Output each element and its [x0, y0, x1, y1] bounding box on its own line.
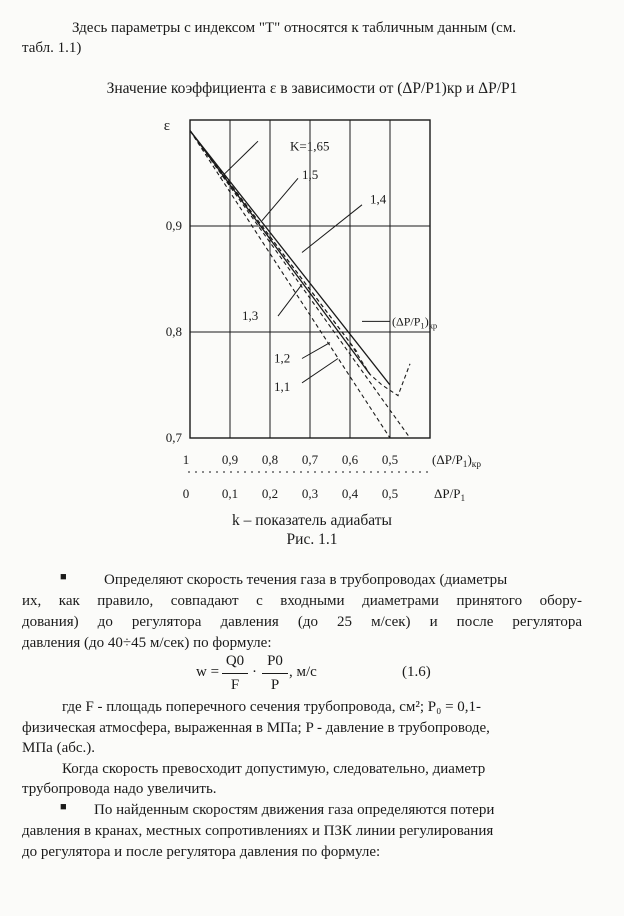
- bullet1-line-3: дования) до регулятора давления (до 25 м/сек) и после регулятора: [22, 614, 582, 630]
- y-tick-label: 0,9: [165, 218, 182, 233]
- bullet2-line-2: давления в кранах, местных сопротивлениях и ПЗК линии регулирования: [22, 823, 494, 839]
- where-line-3: МПа (абс.).: [22, 740, 96, 756]
- bullet1-line-2: их, как правило, совпадают с входными диаметрами принятого обору-: [22, 593, 582, 609]
- leader-line: [302, 359, 338, 383]
- x-tick-label-lower: 0: [182, 486, 190, 501]
- curve-label: K=1,65: [290, 138, 330, 154]
- curve-label: 1,5: [302, 167, 319, 183]
- x-tick-label-upper: 0,9: [221, 452, 239, 467]
- curve-label: 1,3: [242, 308, 259, 324]
- x-tick-label-upper: 0,6: [341, 452, 359, 467]
- formula-number: (1.6): [402, 664, 431, 680]
- bullet1-line-4: давления (до 40÷45 м/сек) по формуле:: [22, 635, 272, 651]
- y-tick-label: 0,7: [165, 430, 182, 445]
- formula-denominator-f: F: [230, 677, 240, 693]
- y-tick-label: 0,8: [165, 324, 182, 339]
- intro-line-2: табл. 1.1): [22, 40, 82, 56]
- formula-dot: ·: [252, 664, 257, 680]
- formula-lhs: w =: [196, 664, 220, 680]
- x-tick-label-upper: 1: [182, 452, 190, 467]
- bullet2-line-1: По найденным скоростям движения газа определяются потери: [94, 802, 495, 818]
- x-axis-label-upper: $(\Delta P/P_1)_{кр}$: [432, 452, 481, 470]
- series-line: [190, 131, 410, 438]
- where-line-1: где F - площадь поперечного сечения трубопровода, см²; P₀ = 0,1-: [62, 699, 482, 715]
- leader-line: [302, 205, 362, 253]
- where-line-2: физическая атмосфера, выраженная в МПа; P - давление в трубопроводе,: [22, 720, 490, 736]
- leader-line: [302, 343, 330, 359]
- fraction-bar: [222, 673, 248, 674]
- x-tick-label-lower: 0,4: [341, 486, 359, 501]
- when-line-1: Когда скорость превосходит допустимую, следовательно, диаметр: [62, 761, 486, 777]
- x-tick-label-upper: 0,5: [381, 452, 399, 467]
- x-tick-label-upper: 0,7: [301, 452, 319, 467]
- leader-line: [262, 178, 298, 220]
- chart: [140, 108, 500, 508]
- x-tick-label-lower: 0,2: [261, 486, 279, 501]
- y-axis-label: ε: [163, 118, 170, 134]
- formula-unit: , м/с: [289, 664, 317, 680]
- x-axis-label-lower: $\Delta P/P_1$: [434, 486, 466, 504]
- when-line-2: трубопровода надо увеличить.: [22, 781, 217, 797]
- x-tick-label-upper: 0,8: [261, 452, 279, 467]
- x-tick-label-lower: 0,3: [301, 486, 319, 501]
- series-line: [350, 343, 410, 396]
- formula-numerator-q0: Q0: [225, 653, 245, 669]
- series-line: [190, 131, 390, 385]
- leader-line: [220, 141, 258, 178]
- leader-line: [278, 284, 302, 316]
- fraction-bar: [262, 673, 288, 674]
- figure-title: Значение коэффициента ε в зависимости от (ΔP/P1)кр и ΔP/P1: [106, 80, 518, 97]
- curve-label: 1,1: [274, 379, 291, 395]
- curve-label: 1,2: [274, 350, 291, 366]
- caption-adiabatic-index: k – показатель адиабаты: [232, 512, 392, 529]
- formula-numerator-p0: P0: [267, 653, 283, 669]
- x-tick-label-lower: 0,5: [381, 486, 399, 501]
- curve-label: 1,4: [370, 191, 387, 207]
- bullet2-line-3: до регулятора и после регулятора давления по формуле:: [22, 844, 381, 860]
- bullet-marker: ■: [60, 571, 67, 583]
- x-tick-label-lower: 0,1: [221, 486, 239, 501]
- intro-line-1: Здесь параметры с индексом "Т" относятся к табличным данным (см.: [72, 20, 517, 36]
- bullet1-line-1: Определяют скорость течения газа в трубопроводах (диаметры: [104, 572, 508, 588]
- formula-denominator-p: P: [270, 677, 280, 693]
- curve-label: $(\Delta P/P_1)_{кр}$: [392, 314, 438, 331]
- bullet-marker: ■: [60, 801, 67, 813]
- figure-caption: Рис. 1.1: [286, 531, 338, 548]
